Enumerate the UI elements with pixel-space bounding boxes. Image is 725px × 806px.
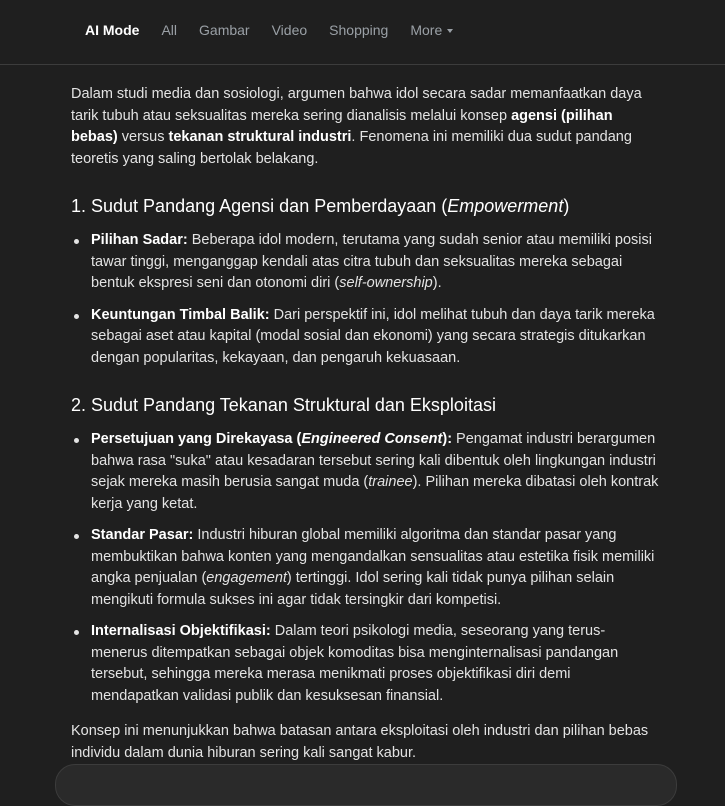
list-item-text: Beberapa idol modern, terutama yang sudah senior atau memiliki posisi tawar tinggi, menganggap kendali atas citra tubuh dan seksualitas mereka sebagai bentuk ekspresi seni dan otonomi diri ( bbox=[91, 232, 652, 291]
list-item bbox=[91, 230, 661, 295]
follow-up-input-bar[interactable] bbox=[55, 764, 677, 806]
list-item-title-text: Persetujuan yang Direkayasa ( bbox=[91, 431, 302, 447]
intro-paragraph bbox=[71, 84, 661, 170]
tab-all[interactable]: All bbox=[161, 22, 178, 38]
section-2-list bbox=[71, 429, 661, 707]
list-item-title bbox=[91, 431, 452, 447]
intro-text-3: . Fenomena ini memiliki dua sudut pandang teoretis yang saling bertolak belakang. bbox=[71, 129, 632, 167]
list-item-title: Pilihan Sadar: bbox=[91, 232, 188, 248]
section-1-heading-em: Empowerment bbox=[447, 196, 564, 216]
tab-images[interactable]: Gambar bbox=[199, 22, 250, 38]
tab-more[interactable] bbox=[410, 20, 453, 40]
section-1-heading-text: 1. Sudut Pandang Agensi dan Pemberdayaan ( bbox=[71, 196, 448, 216]
list-item-end: ). bbox=[432, 275, 442, 291]
tab-video[interactable]: Video bbox=[271, 22, 308, 38]
list-item-title-end: ): bbox=[442, 431, 453, 447]
section-2-heading: 2. Sudut Pandang Tekanan Struktural dan Eksploitasi bbox=[71, 395, 496, 415]
list-item-text: Pengamat industri berargumen bahwa rasa "suka" atau kesadaran tersebut sering kali dibentuk oleh lingkungan industri sejak mereka masih berusia sangat muda ( bbox=[91, 431, 656, 490]
list-item-end: ) tertinggi. Idol sering kali tidak punya pilihan selain mengikuti formula sukses ini agar tidak tersingkir dari kompetisi. bbox=[91, 570, 615, 608]
top-navigation bbox=[0, 0, 725, 65]
list-item-em: self-ownership bbox=[339, 275, 433, 291]
list-item-end: ). Pilihan mereka dibatasi oleh kontrak kerja yang ketat. bbox=[91, 474, 659, 512]
list-item-title: Internalisasi Objektifikasi: bbox=[91, 623, 271, 639]
list-item-em: engagement bbox=[206, 570, 287, 586]
section-1-heading bbox=[71, 194, 661, 218]
list-item-title: Standar Pasar: bbox=[91, 527, 194, 543]
chevron-down-icon bbox=[447, 29, 453, 33]
search-tabs bbox=[85, 20, 475, 40]
intro-bold-2: tekanan struktural industri bbox=[168, 129, 352, 145]
tab-shopping[interactable]: Shopping bbox=[329, 22, 389, 38]
tab-more-label: More bbox=[410, 22, 443, 38]
list-item bbox=[91, 305, 661, 370]
list-item-title-em: Engineered Consent bbox=[301, 431, 443, 447]
section-1-heading-end: ) bbox=[563, 196, 570, 216]
list-item bbox=[91, 429, 661, 515]
intro-text-1: Dalam studi media dan sosiologi, argumen bahwa idol secara sadar memanfaatkan daya tarik tubuh atau seksualitas mereka sering dianalisis melalui konsep bbox=[71, 86, 642, 124]
closing-paragraph: Konsep ini menunjukkan bahwa batasan antara eksploitasi oleh industri dan pilihan bebas individu dalam dunia hiburan sering kali sangat kabur. bbox=[71, 723, 649, 761]
intro-text-2: versus bbox=[117, 129, 169, 145]
list-item bbox=[91, 525, 661, 611]
section-1-list bbox=[71, 230, 661, 369]
list-item-text: Dari perspektif ini, idol melihat tubuh dan daya tarik mereka sebagai aset atau kapital (modal sosial dan ekonomi) yang secara strategis ditukarkan dengan popularitas, kekayaan, dan pengaruh kekuasaan. bbox=[91, 306, 655, 366]
list-item bbox=[91, 621, 661, 707]
list-item-em: trainee bbox=[368, 474, 413, 490]
list-item-text: Industri hiburan global memiliki algoritma dan standar pasar yang membuktikan bahwa konten yang mengandalkan sensualitas atau estetika fisik memiliki angka penjualan ( bbox=[91, 527, 655, 586]
intro-bold-1: agensi (pilihan bebas) bbox=[71, 107, 613, 145]
list-item-title: Keuntungan Timbal Balik: bbox=[91, 306, 270, 323]
tab-ai-mode[interactable]: AI Mode bbox=[85, 22, 140, 38]
ai-response bbox=[71, 84, 661, 764]
list-item-text: Dalam teori psikologi media, seseorang yang terus-menerus ditempatkan sebagai objek komoditas bisa menginternalisasi pandangan tersebut, sehingga mereka merasa menikmati proses objektifikasi diri demi mendapatkan validasi publik dan kesuksesan finansial. bbox=[91, 623, 619, 704]
